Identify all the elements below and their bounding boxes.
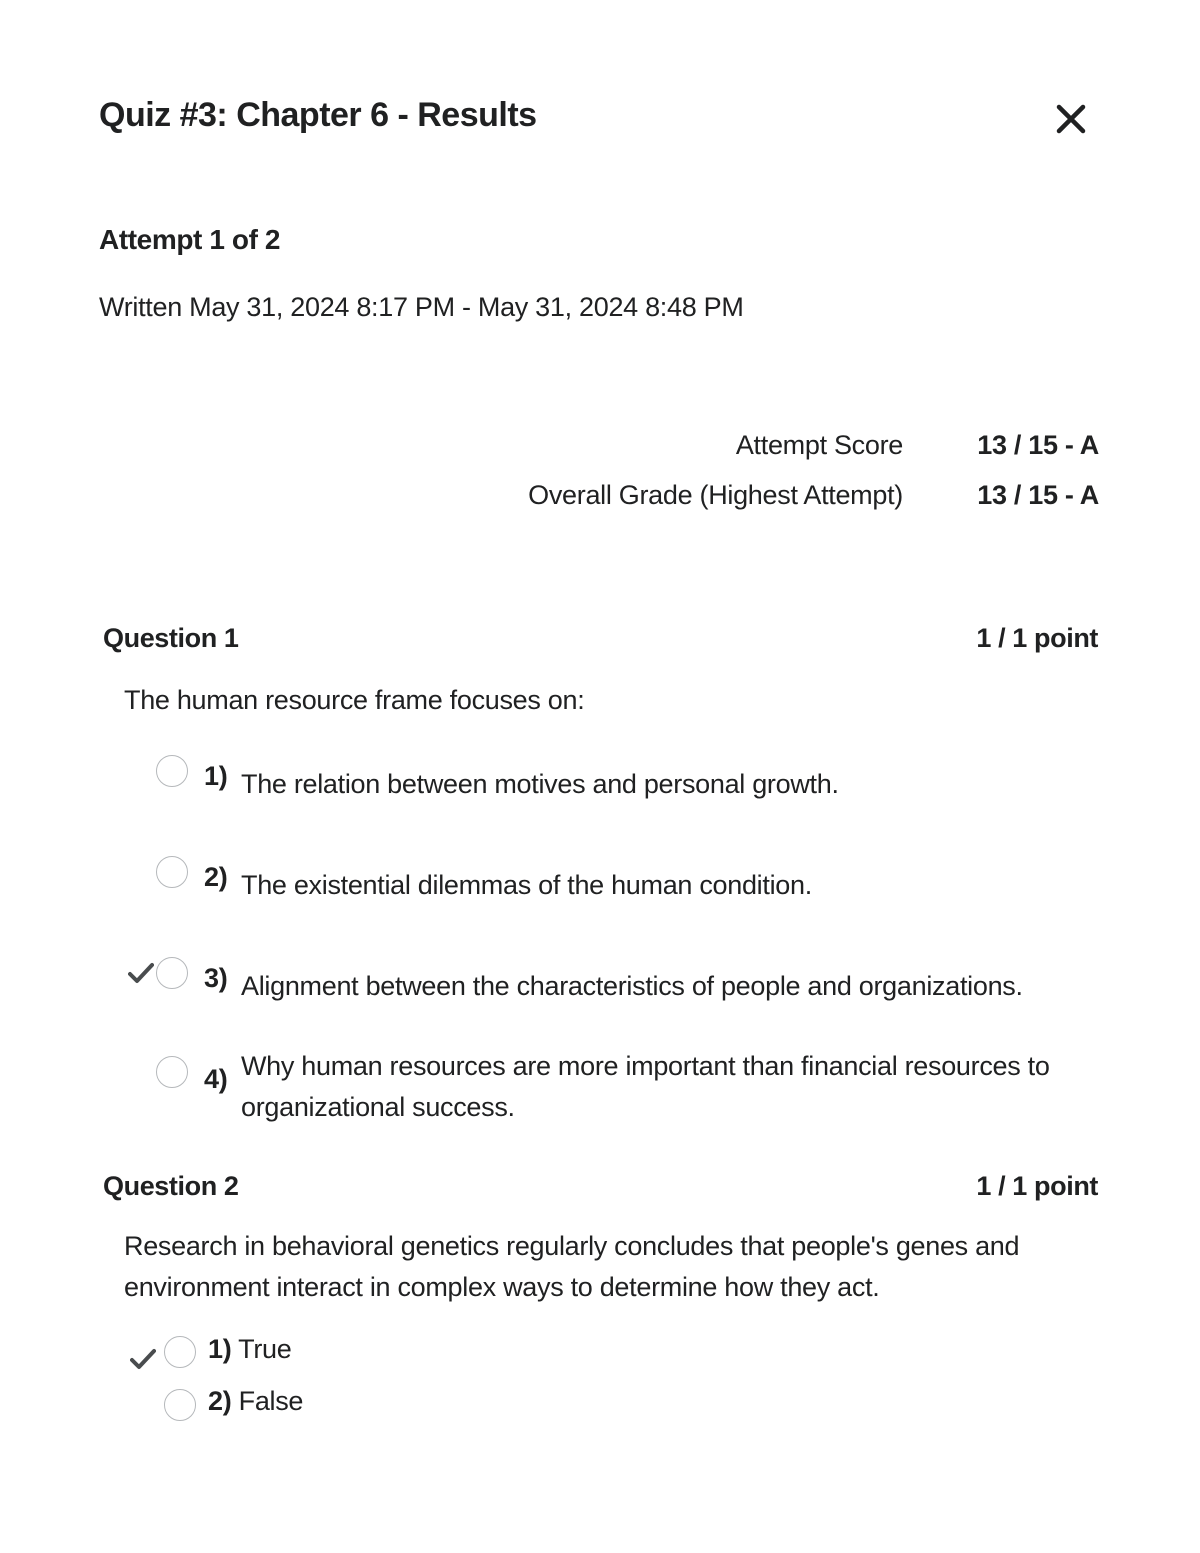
page-title: Quiz #3: Chapter 6 - Results xyxy=(99,96,537,134)
overall-grade-value: 13 / 15 - A xyxy=(977,480,1099,510)
option-text: True xyxy=(238,1334,292,1364)
option-number: 2) xyxy=(204,862,228,892)
question-title: Question 2 xyxy=(103,1171,239,1201)
option-false-label xyxy=(208,1386,303,1417)
radio-option-1[interactable] xyxy=(156,755,188,787)
written-timestamp: Written May 31, 2024 8:17 PM - May 31, 2024 8:48 PM xyxy=(99,292,744,322)
question-2-header xyxy=(103,1171,1098,1211)
option-true-label xyxy=(208,1334,291,1365)
overall-grade-row xyxy=(0,480,1200,520)
radio-true[interactable] xyxy=(164,1336,196,1368)
option-number: 4) xyxy=(204,1064,228,1094)
question-title: Question 1 xyxy=(103,623,239,653)
option-number: 2) xyxy=(208,1386,232,1416)
radio-false[interactable] xyxy=(164,1389,196,1421)
option-text: Alignment between the characteristics of people and organizations. xyxy=(241,971,1023,1001)
radio-option-3[interactable] xyxy=(156,957,188,989)
attempt-score-label: Attempt Score xyxy=(735,430,903,460)
option-text: False xyxy=(238,1386,304,1416)
overall-grade-label: Overall Grade (Highest Attempt) xyxy=(528,480,903,510)
option-text: Why human resources are more important than financial resources to organizational success. xyxy=(241,1051,1050,1122)
correct-check-icon xyxy=(128,962,154,984)
option-text: The existential dilemmas of the human condition. xyxy=(241,870,812,900)
close-button[interactable] xyxy=(1050,98,1092,140)
option-number: 1) xyxy=(208,1334,232,1364)
radio-option-4[interactable] xyxy=(156,1056,188,1088)
radio-option-2[interactable] xyxy=(156,856,188,888)
attempt-title: Attempt 1 of 2 xyxy=(99,224,281,255)
attempt-score-row xyxy=(0,430,1200,470)
question-text: The human resource frame focuses on: xyxy=(124,685,585,715)
question-1-header xyxy=(103,623,1098,663)
close-icon xyxy=(1055,103,1087,135)
option-number: 1) xyxy=(204,761,228,791)
attempt-score-value: 13 / 15 - A xyxy=(977,430,1099,460)
question-points: 1 / 1 point xyxy=(976,623,1098,653)
correct-check-icon xyxy=(130,1348,156,1370)
option-number: 3) xyxy=(204,963,228,993)
question-points: 1 / 1 point xyxy=(976,1171,1098,1201)
option-text: The relation between motives and personal growth. xyxy=(241,769,839,799)
question-text: Research in behavioral genetics regularly concludes that people's genes and environment interact in complex ways to determine how they act. xyxy=(124,1231,1020,1302)
